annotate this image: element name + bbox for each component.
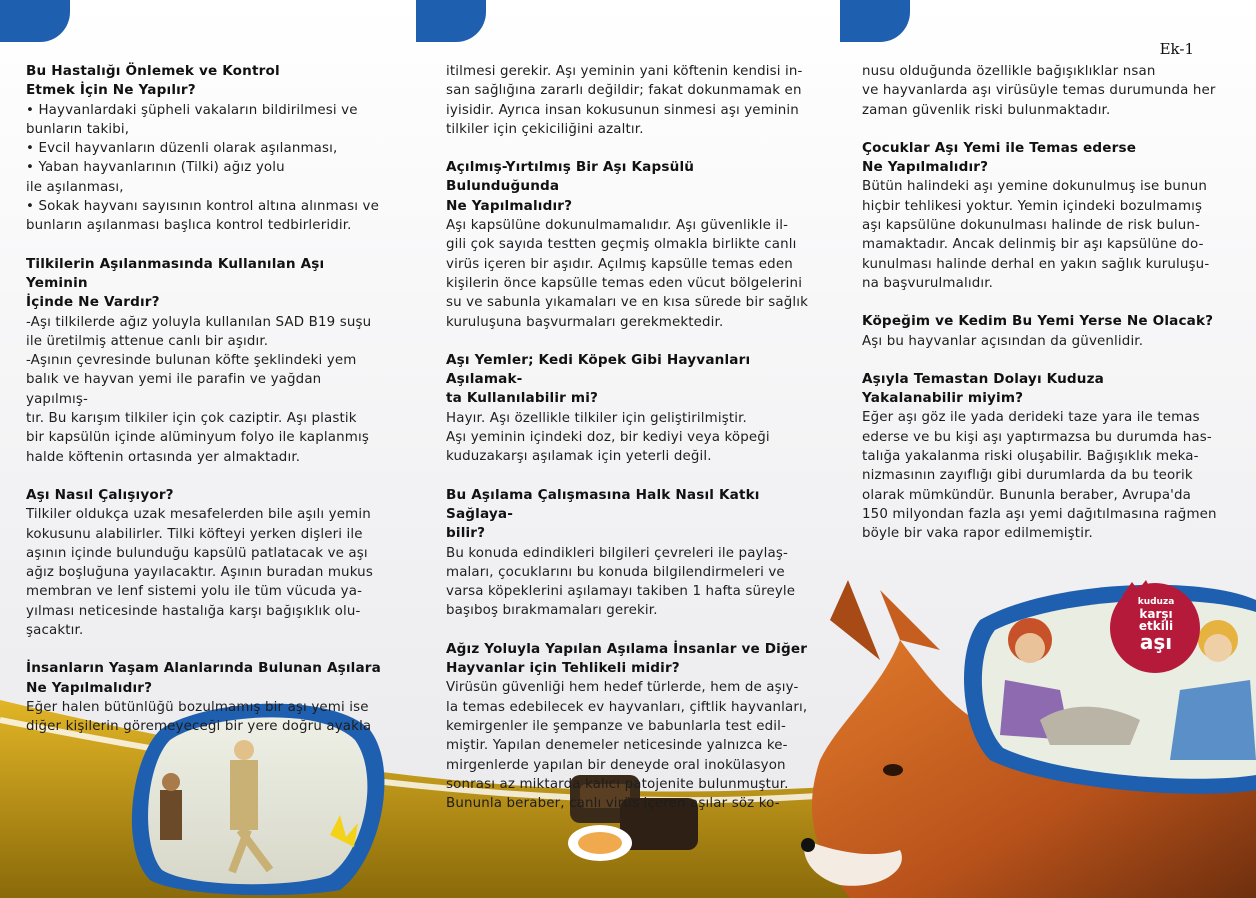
body-line: Bu konuda edindikleri bilgileri çevreleri ile paylaş-: [446, 545, 788, 561]
body-line: Aşı yeminin içindeki doz, bir kediyi veya köpeği: [446, 430, 770, 446]
body-line: hiçbir tehlikesi yoktur. Yemin içindeki bozulmamış: [862, 198, 1203, 214]
body-line: kokusunu alabilirler. Tilki köfteyi yerken dişleri ile: [26, 526, 363, 542]
body-line: membran ve lenf sistemi yolu ile tüm vücuda ya-: [26, 584, 363, 600]
body-line: Bununla beraber, canlı virüs içeren aşılar söz ko-: [446, 796, 780, 812]
body-line: varsa köpeklerini aşılamayı takiben 1 hafta süreyle: [446, 584, 796, 600]
body-line: kuruluşuna başvurmaları gerekmektedir.: [446, 314, 724, 330]
body-line: ile üretilmiş attenue canlı bir aşıdır.: [26, 333, 269, 349]
body-line: -Aşı tilkilerde ağız yoluyla kullanılan SAD B19 suşu: [26, 314, 372, 330]
body-line: Tilkiler oldukça uzak mesafelerden bile aşılı yemin: [26, 507, 371, 523]
body-line: • Hayvanlardaki şüpheli vakaların bildirilmesi ve: [26, 102, 358, 118]
badge-text: [1120, 596, 1192, 652]
badge-line-4: aşı: [1139, 630, 1173, 654]
badge-line-2: karşı: [1139, 607, 1173, 621]
body-line: • Yaban hayvanlarının (Tilki) ağız yolu: [26, 160, 285, 176]
body-line: bunların aşılanması başlıca kontrol tedbirleridir.: [26, 218, 352, 234]
text-section: [446, 351, 810, 467]
body-line: balık ve hayvan yemi ile parafin ve yağdan yapılmış-: [26, 372, 322, 407]
body-line: kişilerin önce kapsülle temas eden vücut bölgelerini: [446, 275, 803, 291]
body-line: sonrası az miktarda kalıcı patojenite bulunmuştur.: [446, 776, 789, 792]
body-line: tilkiler için çekiciliğini azaltır.: [446, 121, 644, 137]
body-line: Aşı bu hayvanlar açısından da güvenlidir.: [862, 333, 1144, 349]
body-line: nusu olduğunda özellikle bağışıklıklar nsan: [862, 64, 1156, 79]
section-heading: İçinde Ne Vardır?: [26, 294, 160, 311]
body-line: halde köftenin ortasında yer almaktadır.: [26, 449, 301, 465]
body-line: aşının içinde bulunduğu kapsülü patlatacak ve aşı: [26, 545, 368, 561]
body-line: na başvurulmalıdır.: [862, 275, 994, 291]
body-line: kemirgenler ile şempanze ve babunlarla test edil-: [446, 718, 786, 734]
body-line: kunulması halinde derhal en yakın sağlık kuruluşu-: [862, 256, 1210, 272]
section-heading: Çocuklar Aşı Yemi ile Temas ederse: [862, 139, 1137, 156]
section-heading: Açılmış-Yırtılmış Bir Aşı Kapsülü Bulunduğunda: [446, 159, 695, 195]
text-section: [446, 640, 810, 814]
badge-line-1: kuduza: [1137, 597, 1175, 607]
text-section: [26, 486, 382, 640]
body-line: maları, çocuklarını bu konuda bilgilendirmeleri ve: [446, 564, 785, 580]
text-section: [446, 486, 810, 621]
section-heading: Aşı Yemler; Kedi Köpek Gibi Hayvanları Aşılamak-: [446, 351, 751, 388]
body-line: ağız boşluğuna yayılacaktır. Aşının buradan mukus: [26, 565, 373, 581]
body-line: Hayır. Aşı özellikle tilkiler için geliştirilmiştir.: [446, 410, 747, 426]
right-illustration: [964, 585, 1256, 794]
section-heading: Etmek İçin Ne Yapılır?: [26, 82, 196, 99]
body-line: tır. Bu karışım tilkiler için çok caziptir. Aşı plastik: [26, 411, 357, 427]
body-line: iyisidir. Ayrıca insan kokusunun sinmesi aşı yeminin: [446, 102, 799, 118]
body-line: ile aşılanması,: [26, 179, 124, 195]
section-heading: Yakalanabilir miyim?: [862, 390, 1024, 407]
body-line: Eğer halen bütünlüğü bozulmamış bir aşı yemi ise: [26, 699, 369, 715]
section-heading: ta Kullanılabilir mi?: [446, 390, 599, 407]
section-heading: Aşı Nasıl Çalışıyor?: [26, 486, 174, 503]
body-line: kuduzakarşı aşılamak için yeterli değil.: [446, 449, 712, 465]
body-line: -Aşının çevresinde bulunan köfte şeklindeki yem: [26, 353, 357, 369]
body-line: Aşı kapsülüne dokunulmamalıdır. Aşı güvenlikle il-: [446, 218, 789, 234]
text-section: [26, 255, 382, 467]
body-line: başıboş bırakmamaları gerekir.: [446, 603, 658, 619]
text-section: [862, 62, 1228, 120]
section-heading: Ne Yapılmalıdır?: [26, 679, 153, 696]
body-line: diğer kişilerin göremeyeceği bir yere doğru ayakla: [26, 719, 372, 735]
section-heading: Tilkilerin Aşılanmasında Kullanılan Aşı Yeminin: [26, 255, 325, 291]
body-line: mamaktadır. Ancak delinmiş bir aşı kapsülüne do-: [862, 237, 1204, 253]
text-section: [26, 62, 382, 236]
text-section: [862, 139, 1228, 293]
column-middle: [446, 62, 810, 832]
body-line: bir kapsülün içinde alüminyum folyo ile kaplanmış: [26, 430, 369, 446]
text-section: [862, 312, 1228, 351]
body-line: yılması neticesinde hastalığa karşı bağışıklık olu-: [26, 603, 361, 619]
section-heading: Hayvanlar için Tehlikeli midir?: [446, 660, 680, 677]
body-line: zaman güvenlik riski bulunmaktadır.: [862, 102, 1111, 118]
body-line: gili çok sayıda testten geçmiş olmakla birlikte canlı: [446, 237, 797, 253]
body-line: ederse ve bu kişi aşı yaptırmazsa bu durumda has-: [862, 429, 1212, 445]
section-heading: Bu Hastalığı Önlemek ve Kontrol: [26, 63, 280, 79]
body-line: ve hayvanlarda aşı virüsüyle temas durumunda her: [862, 83, 1216, 99]
section-heading: Ağız Yoluyla Yapılan Aşılama İnsanlar ve Diğer: [446, 640, 808, 657]
text-section: [446, 158, 810, 332]
body-line: böyle bir vaka rapor edilmemiştir.: [862, 526, 1093, 542]
column-right: [862, 62, 1228, 563]
body-line: • Sokak hayvanı sayısının kontrol altına alınması ve: [26, 199, 380, 215]
body-line: itilmesi gerekir. Aşı yeminin yani köftenin kendisi in-: [446, 64, 803, 79]
text-section: [26, 659, 382, 736]
body-line: nizmasının zayıflığı gibi durumlarda da bu teorik: [862, 468, 1193, 484]
body-line: virüs içeren bir aşıdır. Açılmış kapsülle temas eden: [446, 256, 793, 272]
text-section: [446, 62, 810, 139]
body-line: bunların takibi,: [26, 121, 130, 137]
body-line: Bütün halindeki aşı yemine dokunulmuş ise bunun: [862, 179, 1207, 195]
body-line: şacaktır.: [26, 623, 84, 639]
badge-line-3: etkili: [1138, 619, 1174, 633]
body-line: su ve sabunla yıkamaları ve en kısa sürede bir sağlık: [446, 295, 809, 311]
section-heading: İnsanların Yaşam Alanlarında Bulunan Aşılara: [26, 660, 381, 677]
body-line: san sağlığına zararlı değildir; fakat dokunmamak en: [446, 83, 802, 99]
body-line: olarak mümkündür. Bununla beraber, Avrupa'da: [862, 487, 1192, 503]
text-section: [862, 370, 1228, 544]
section-heading: Ne Yapılmalıdır?: [446, 197, 573, 214]
body-line: 150 milyondan fazla aşı yemi dağıtılmasına rağmen: [862, 506, 1217, 522]
body-line: mirgenlerde yapılan bir deneyde oral inokülasyon: [446, 757, 786, 773]
body-line: la temas edebilecek ev hayvanları, çiftlik hayvanları,: [446, 699, 808, 715]
page-label: Ek-1: [1159, 40, 1194, 58]
section-heading: Aşıyla Temastan Dolayı Kuduza: [862, 370, 1105, 387]
body-line: Eğer aşı göz ile yada derideki taze yara ile temas: [862, 410, 1200, 426]
section-heading: Bu Aşılama Çalışmasına Halk Nasıl Katkı Sağlaya-: [446, 486, 760, 522]
body-line: miştir. Yapılan denemeler neticesinde yalnızca ke-: [446, 738, 788, 754]
section-heading: Ne Yapılmalıdır?: [862, 159, 989, 176]
body-line: aşı kapsülüne dokunulması halinde de risk bulun-: [862, 218, 1200, 234]
body-line: talığa yakalanma riski oluşabilir. Bağışıklık meka-: [862, 449, 1199, 465]
section-heading: Köpeğim ve Kedim Bu Yemi Yerse Ne Olacak?: [862, 313, 1214, 330]
column-left: [26, 62, 382, 756]
section-heading: bilir?: [446, 525, 486, 542]
body-line: Virüsün güvenliği hem hedef türlerde, hem de aşıy-: [446, 680, 799, 696]
body-line: • Evcil hayvanların düzenli olarak aşılanması,: [26, 141, 338, 157]
